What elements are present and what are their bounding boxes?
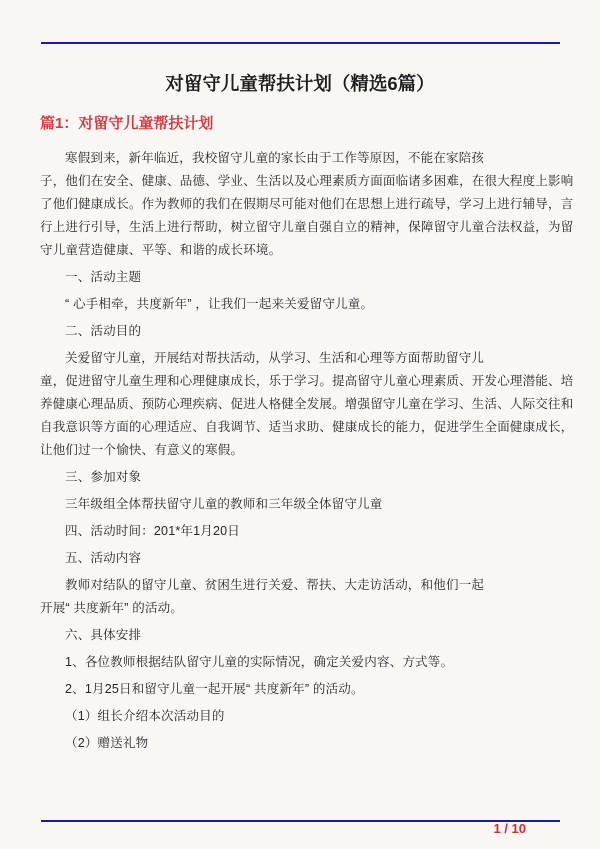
- doc-title: 对留守儿童帮扶计划（精选6篇）: [165, 73, 435, 94]
- text-line: 三、参加对象: [65, 470, 142, 484]
- text-line: 让他们过一个愉快、有意义的寒假。: [40, 443, 244, 457]
- text-line: “ 心手相牵，共度新年” ，让我们一起来关爱留守儿童。: [65, 297, 374, 311]
- paragraph: [40, 574, 562, 620]
- paragraph: [40, 520, 562, 543]
- text-line: （2）赠送礼物: [65, 736, 149, 750]
- paragraph: [40, 320, 562, 343]
- paragraph: [40, 147, 574, 262]
- text-line: 子，他们在安全、健康、品德、学业、生活以及心理素质方面面临诸多困难，在很大程度上影响: [40, 174, 574, 188]
- text-line: 养健康心理品质、预防心理疾病、促进人格健全发展。增强留守儿童在学习、生活、人际交往和: [40, 397, 574, 411]
- text-line: 寒假到来，新年临近，我校留守儿童的家长由于工作等原因，不能在家陪孩: [65, 151, 485, 165]
- paragraph: [40, 705, 562, 728]
- text-line: 三年级组全体帮扶留守儿童的教师和三年级全体留守儿童: [65, 497, 383, 511]
- text-line: 一、活动主题: [65, 270, 142, 284]
- text-line: 自我意识等方面的心理适应、自我调节、适当求助、健康成长的能力，促进学生全面健康成长，: [40, 420, 574, 434]
- paragraph: [40, 293, 562, 316]
- text-line: 教师对结队的留守儿童、贫困生进行关爱、帮扶、大走访活动，和他们一起: [65, 578, 485, 592]
- paragraph: [40, 493, 562, 516]
- article-body: [40, 147, 574, 759]
- paragraph: [40, 547, 562, 570]
- text-line: 四、活动时间：201*年1月20日: [65, 524, 240, 538]
- text-line: 开展“ 共度新年” 的活动。: [40, 601, 184, 615]
- paragraph: [40, 732, 562, 755]
- paragraph: [40, 347, 574, 462]
- paragraph: [40, 651, 562, 674]
- paragraph: [40, 678, 562, 701]
- footer-divider: [41, 820, 560, 822]
- text-line: 行上进行引导，生活上进行帮助，树立留守儿童自强自立的精神，保障留守儿童合法权益，为留: [40, 220, 574, 234]
- text-line: 六、具体安排: [65, 628, 142, 642]
- text-line: 了他们健康成长。作为教师的我们在假期尽可能对他们在思想上进行疏导，学习上进行辅导，言: [40, 197, 574, 211]
- article-heading: 篇1：对留守儿童帮扶计划: [40, 115, 214, 132]
- page-indicator: 1 / 10: [493, 821, 526, 836]
- text-line: 守儿童营造健康、平等、和谐的成长环境。: [40, 243, 282, 257]
- paragraph: [40, 466, 562, 489]
- text-line: 2、1月25日和留守儿童一起开展“ 共度新年” 的活动。: [65, 682, 364, 696]
- paragraph: [40, 266, 562, 289]
- text-line: 二、活动目的: [65, 324, 142, 338]
- top-divider: [41, 42, 560, 44]
- paragraph: [40, 624, 562, 647]
- text-line: （1）组长介绍本次活动目的: [65, 709, 225, 723]
- text-line: 五、活动内容: [65, 551, 142, 565]
- text-line: 关爱留守儿童，开展结对帮扶活动，从学习、生活和心理等方面帮助留守儿: [65, 351, 485, 365]
- text-line: 1、各位教师根据结队留守儿童的实际情况，确定关爱内容、方式等。: [65, 655, 454, 669]
- text-line: 童，促进留守儿童生理和心理健康成长，乐于学习。提高留守儿童心理素质、开发心理潜能、培: [40, 374, 574, 388]
